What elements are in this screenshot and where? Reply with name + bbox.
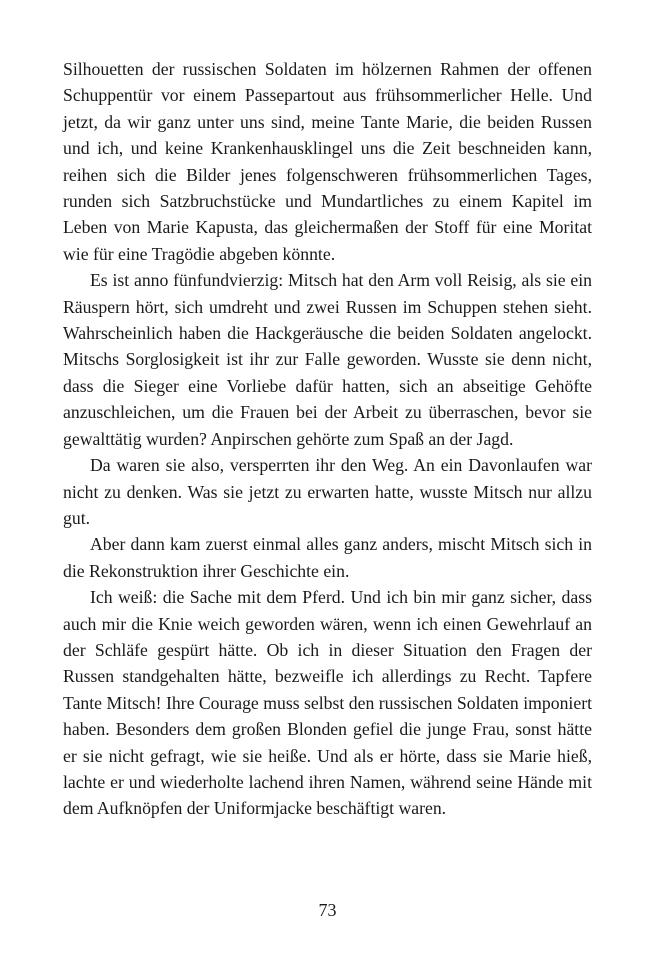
page-number: 73 (318, 900, 337, 920)
paragraph: Da waren sie also, versperrten ihr den Weg. An ein Davonlaufen war nicht zu denken. Was sie jetzt zu erwarten hatte, wusste Mitsch nur allzu gut. (63, 455, 592, 528)
paragraph: Es ist anno fünfundvierzig: Mitsch hat den Arm voll Reisig, als sie ein Räuspern hört, sich umdreht und zwei Russen im Schuppen stehen sieht. Wahrscheinlich haben die Hackgeräusche die beiden Soldaten angelockt. Mitschs Sorglosigkeit ist ihr zur Falle geworden. Wusste sie denn nicht, dass die Sieger eine Vorliebe dafür hatten, sich an abseitige Gehöfte anzuschleichen, um die Frauen bei der Arbeit zu überraschen, bevor sie gewalttätig wurden? Anpirschen gehörte zum Spaß an der Jagd. (63, 270, 592, 449)
paragraph: Aber dann kam zuerst einmal alles ganz anders, mischt Mitsch sich in die Rekonstruktion ihrer Geschichte ein. (63, 534, 592, 581)
paragraph-continuation: Silhouetten der russischen Soldaten im hölzernen Rahmen der offenen Schuppentür vor einem Passepartout aus frühsommerlicher Helle. Und jetzt, da wir ganz unter uns sind, meine Tante Marie, die beiden Russen und ich, und keine Krankenhausklingel uns die Zeit beschneiden kann, reihen sich die Bilder jenes folgenschweren frühsommerlichen Tages, runden sich Satzbruchstücke und Mundartliches zu einem Kapitel im Leben von Marie Kapusta, das gleichermaßen der Stoff für eine Moritat wie für eine Tragödie abgeben könnte. (63, 59, 592, 264)
paragraph: Ich weiß: die Sache mit dem Pferd. Und ich bin mir ganz sicher, dass auch mir die Knie weich geworden wären, wenn ich einen Gewehrlauf an der Schläfe gespürt hätte. Ob ich in dieser Situation den Fragen der Russen standgehalten hätte, bezweifle ich allerdings zu Recht. Tapfere Tante Mitsch! Ihre Courage muss selbst den russischen Soldaten imponiert haben. Besonders dem großen Blonden gefiel die junge Frau, sonst hätte er sie nicht gefragt, wie sie heiße. Und als er hörte, dass sie Marie hieß, lachte er und wiederholte lachend ihren Namen, während seine Hände mit dem Aufknöpfen der Uniformjacke beschäftigt waren. (63, 587, 592, 819)
page-body (63, 56, 592, 822)
